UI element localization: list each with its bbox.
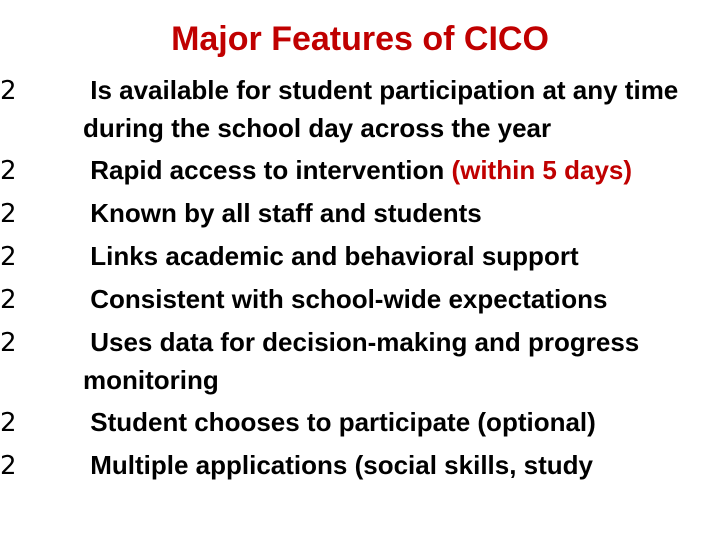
bullet-item: 2 Uses data for decision-making and progress monitoring [0,327,640,395]
bullet-text: Uses data for decision-making and progress monitoring [83,327,640,395]
bullet-text: Rapid access to intervention [90,155,445,185]
bullet-item: 2 Multiple applications (social skills, study [0,450,594,481]
bullet-text: Student chooses to participate (optional) [90,407,596,437]
slide-title: Major Features of CICO [171,20,549,58]
bullet-text: Multiple applications (social skills, study [90,450,594,480]
bullet-text: Consistent with school-wide expectations [90,284,608,314]
bullet-text: Links academic and behavioral support [90,241,579,271]
bullet-text: Is available for student participation at any time during the school day across the year [83,75,679,143]
bullet-text: Known by all staff and students [90,198,482,228]
bullet-highlight: (within 5 days) [451,155,633,185]
bullet-item: 2 Is available for student participation at any time during the school day across the year [0,75,679,143]
bullet-item: 2 Student chooses to participate (optional) [0,407,596,438]
bullet-item: 2 Rapid access to intervention (within 5 days) [0,155,633,186]
bullet-list [0,72,720,490]
bullet-item: 2 Consistent with school-wide expectations [0,284,608,315]
bullet-item: 2 Links academic and behavioral support [0,241,579,272]
bullet-item: 2 Known by all staff and students [0,198,482,229]
